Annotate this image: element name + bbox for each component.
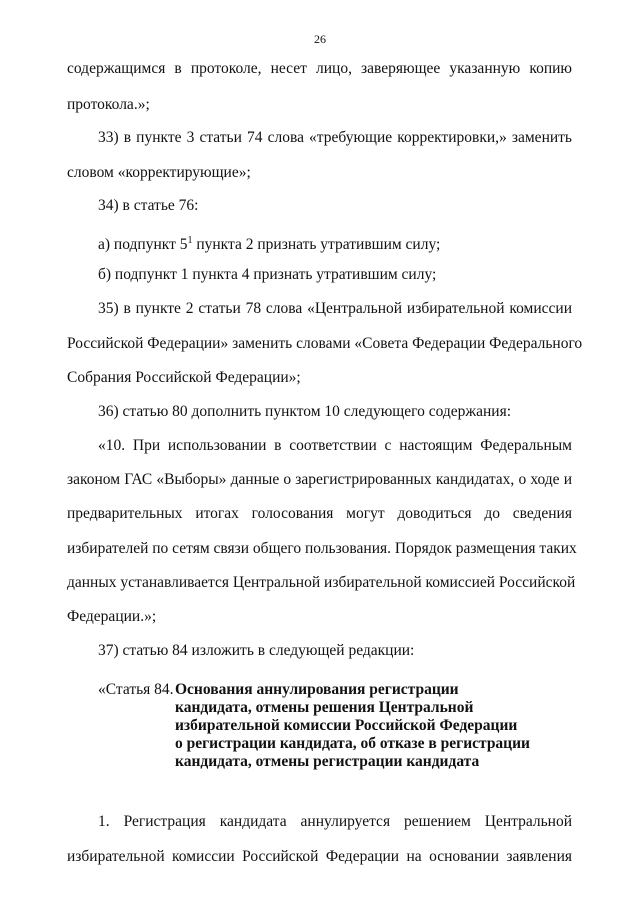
quoted-paragraph-10: «10. При использовании в соответствии с настоящим Федеральным [98,437,572,454]
article-label: «Статья 84. [98,681,174,698]
article-title-line: избирательной комиссии Российской Федерации [175,717,518,734]
subitem-b: б) подпункт 1 пункта 4 признать утратившим силу; [98,266,437,283]
text-line: протокола.»; [67,96,150,113]
superscript: 1 [187,235,193,246]
text-line: избирательной комиссии Российской Федерации на основании заявления [67,848,572,865]
article-title-line: кандидата, отмены регистрации кандидата [175,753,480,770]
amendment-34: 34) в статье 76: [98,197,199,214]
article-title [175,681,530,771]
article-title-line: Основания аннулирования регистрации [175,681,459,698]
amendment-35: 35) в пункте 2 статьи 78 слова «Центральной избирательной комиссии [98,300,572,317]
amendment-33: 33) в пункте 3 статьи 74 слова «требующие корректировки,» заменить [98,129,572,146]
text-line: избирателей по сетям связи общего пользования. Порядок размещения таких [67,540,577,557]
subitem-a [98,231,440,255]
amendment-37: 37) статью 84 изложить в следующей редакции: [98,642,415,659]
text-line: предварительных итогах голосования могут доводиться до сведения [67,505,572,522]
text-line: Федерации.»; [67,608,157,625]
page-number: 26 [314,32,326,46]
article-title-line: кандидата, отмены решения Центральной [175,699,474,716]
text-line: Собрания Российской Федерации»; [67,369,301,386]
text-line: Российской Федерации» заменить словами «Совета Федерации Федерального [67,335,583,352]
amendment-36: 36) статью 80 дополнить пунктом 10 следующего содержания: [98,403,512,420]
text-line: данных устанавливается Центральной избирательной комиссией Российской [67,574,576,591]
article-title-line: о регистрации кандидата, об отказе в регистрации [175,735,530,752]
text-line: словом «корректирующие»; [67,164,251,181]
text-line: содержащимся в протоколе, несет лицо, заверяющее указанную копию [67,60,572,77]
text-line: законом ГАС «Выборы» данные о зарегистрированных кандидатах, о ходе и [67,471,572,488]
subitem-a-text-1: а) подпункт 5 [98,236,188,253]
article-clause-1: 1. Регистрация кандидата аннулируется решением Центральной [98,813,572,830]
subitem-a-text-2: пункта 2 признать утратившим силу; [192,236,441,253]
